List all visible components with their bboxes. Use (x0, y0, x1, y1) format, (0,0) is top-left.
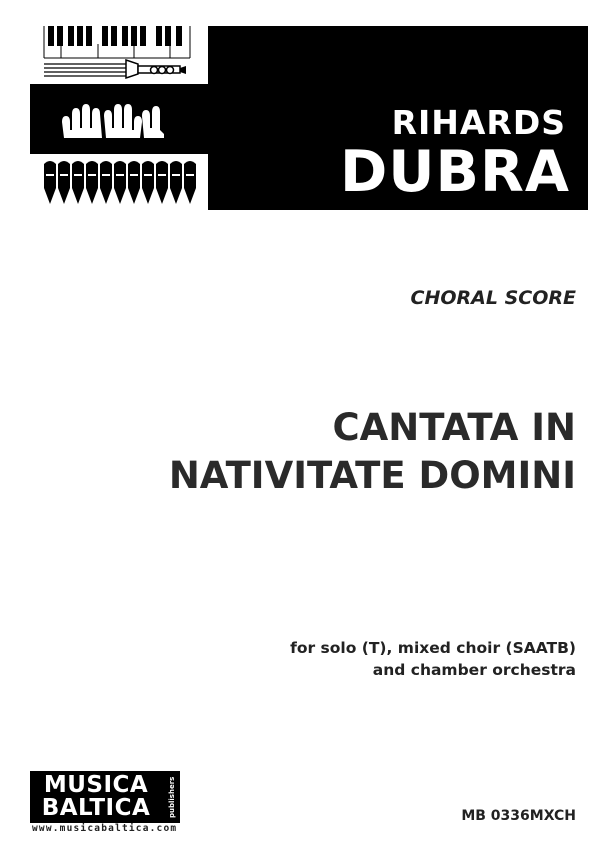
publisher-logo (30, 771, 180, 823)
score-type: CHORAL SCORE (410, 287, 576, 309)
publisher-name-line-2: BALTICA (41, 795, 151, 821)
publisher-name-line-1: MUSICA (43, 772, 149, 798)
title-line-1: CANTATA IN (332, 406, 576, 449)
instrumentation (290, 637, 576, 681)
music-illustration (30, 26, 210, 210)
publisher-tag: publishers (168, 776, 176, 818)
composer-header (208, 26, 588, 210)
publisher-url: www.musicabaltica.com (32, 823, 178, 834)
composer-first-name: RIHARDS (391, 103, 566, 142)
catalog-number: MB 0336MXCH (461, 808, 576, 824)
title-line-2: NATIVITATE DOMINI (168, 454, 576, 497)
instrumentation-line-2: and chamber orchestra (372, 661, 576, 679)
organ-pipes-icon (44, 161, 196, 204)
composer-last-name: DUBRA (339, 139, 570, 205)
instrumentation-line-1: for solo (T), mixed choir (SAATB) (290, 639, 576, 657)
work-title (169, 404, 576, 500)
trumpet-icon (44, 60, 186, 78)
piano-keys-icon (44, 26, 190, 58)
